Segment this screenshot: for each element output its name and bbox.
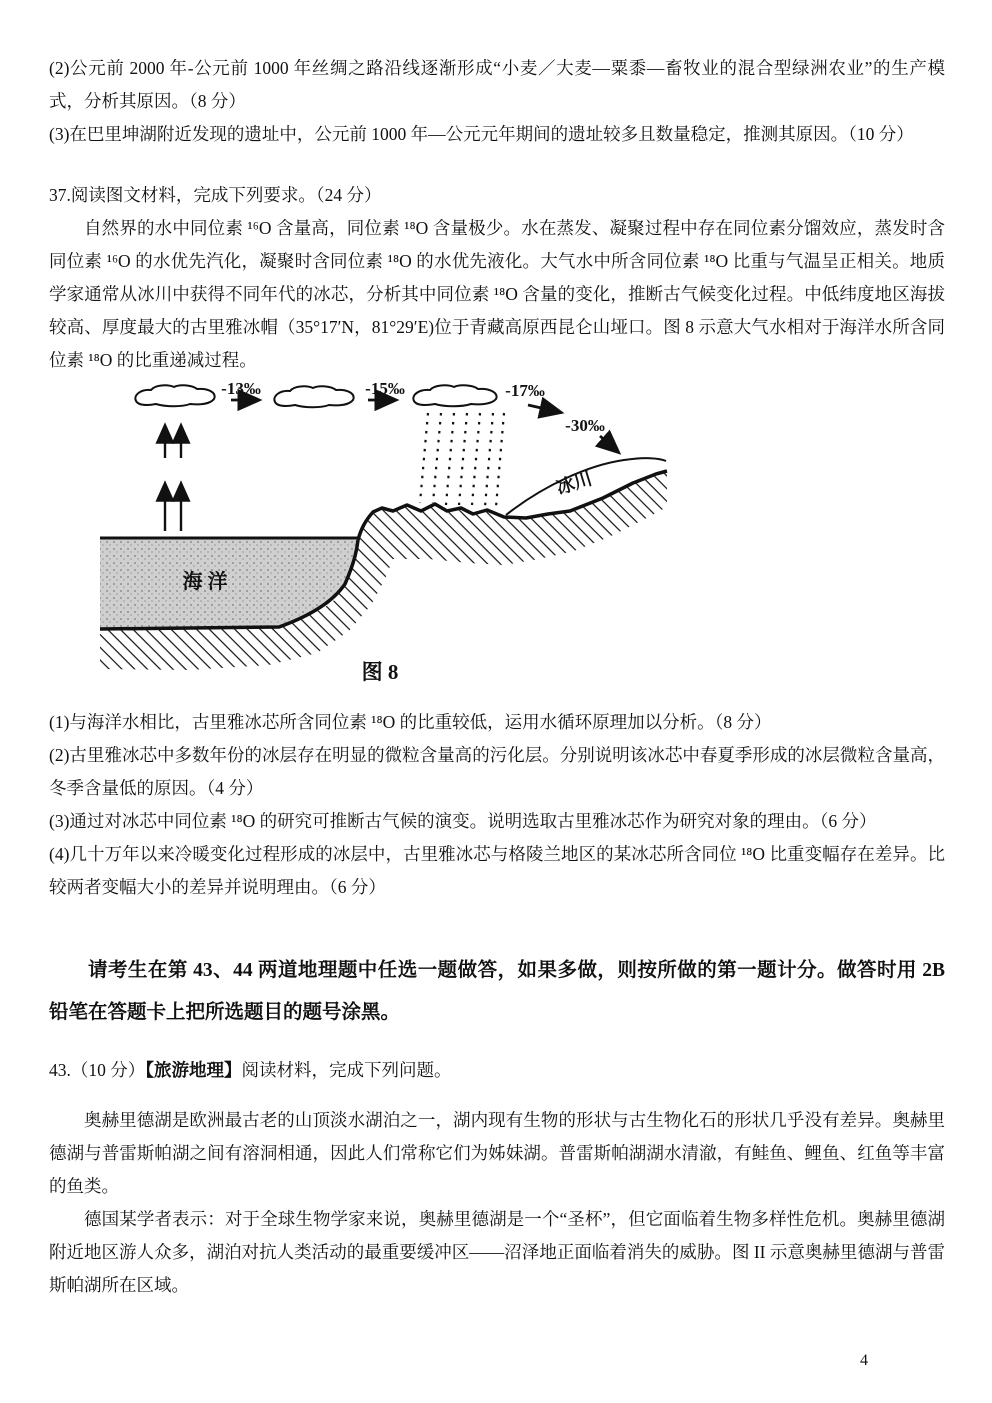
figure8-caption: 图 8 <box>361 660 399 684</box>
page-number: 4 <box>860 1352 868 1369</box>
q43-topic-tag: 【旅游地理】 <box>145 1059 242 1080</box>
q37-material: 自然界的水中同位素 ¹⁶O 含量高，同位素 ¹⁸O 含量极少。水在蒸发、凝聚过程中存在同位素分馏效应，蒸发时含同位素 ¹⁶O 的水优先汽化，凝聚时含同位素 ¹⁸O 的水优先液化。大气水中所含同位素 ¹⁸O 比重与气温呈正相关。地质学家通常从冰川中获得不同年代的冰芯，分析其中同位素 ¹⁸O 含量的变化，推断古气候变化过程。中低纬度地区海拔较高、厚度最大的古里雅冰帽（35°17′N，81°29′E)位于青藏高原西昆仑山垭口。图 8 示意大气水相对于海洋水所含同位素 ¹⁸O 的比重递减过程。 <box>49 218 945 370</box>
q37-item-4: (4)几十万年以来冷暖变化过程形成的冰层中，古里雅冰芯与格陵兰地区的某冰芯所含同位 ¹⁸O 比重变幅存在差异。比较两者变幅大小的差异并说明理由。（6 分） <box>49 844 945 897</box>
q37-item-2: (2)古里雅冰芯中多数年份的冰层存在明显的微粒含量高的污化层。分别说明该冰芯中春夏季形成的冰层微粒含量高，冬季含量低的原因。（4 分） <box>49 745 945 798</box>
q43-number: 43.（10 分） <box>49 1059 146 1080</box>
rate-label-13: -13‰ <box>221 379 261 398</box>
figure8-diagram <box>49 379 669 689</box>
rate-label-17: -17‰ <box>505 381 545 400</box>
rate-label-30: -30‰ <box>565 416 605 435</box>
q43-material-1: 奥赫里德湖是欧洲最古老的山顶淡水湖泊之一，湖内现有生物的形状与古生物化石的形状几乎没有差异。奥赫里德湖与普雷斯帕湖之间有溶洞相通，因此人们常称它们为姊妹湖。普雷斯帕湖湖水清澈，有鲑鱼、鲤鱼、红鱼等丰富的鱼类。 <box>49 1110 945 1196</box>
figure8 <box>49 379 689 694</box>
q36-item-3: (3)在巴里坤湖附近发现的遗址中，公元前 1000 年—公元元年期间的遗址较多且数量稳定，推测其原因。（10 分） <box>49 124 914 144</box>
q43-title: 阅读材料，完成下列问题。 <box>241 1059 452 1080</box>
q36-item-2: (2)公元前 2000 年-公元前 1000 年丝绸之路沿线逐渐形成“小麦／大麦—粟黍—畜牧业的混合型绿洲农业”的生产模式，分析其原因。（8 分） <box>49 58 945 111</box>
ocean-label: 海 洋 <box>182 571 228 593</box>
glacier-label: 冰川 <box>554 468 595 499</box>
q43-header <box>49 1054 945 1087</box>
transport-arrows-icon <box>231 400 617 451</box>
rain-icon <box>420 413 504 507</box>
q43-material-2: 德国某学者表示：对于全球生物学家来说，奥赫里德湖是一个“圣杯”，但它面临着生物多样性危机。奥赫里德湖附近地区游人众多，湖泊对抗人类活动的最重要缓冲区——沼泽地正面临着消失的威胁。图 II 示意奥赫里德湖与普雷斯帕湖所在区域。 <box>49 1209 945 1295</box>
q37-header: 37.阅读图文材料，完成下列要求。（24 分） <box>49 185 382 205</box>
q37-item-1: (1)与海洋水相比，古里雅冰芯所含同位素 ¹⁸O 的比重较低，运用水循环原理加以分析。（8 分） <box>49 712 772 732</box>
rate-label-15: -15‰ <box>365 379 405 398</box>
q37-item-3: (3)通过对冰芯中同位素 ¹⁸O 的研究可推断古气候的演变。说明选取古里雅冰芯作为研究对象的理由。（6 分） <box>49 811 877 831</box>
cloud-icon <box>135 385 496 407</box>
evaporation-arrows-icon <box>165 427 181 531</box>
选做题-notice: 请考生在第 43、44 两道地理题中任选一题做答，如果多做，则按所做的第一题计分。做答时用 2B 铅笔在答题卡上把所选题目的题号涂黑。 <box>49 960 945 1023</box>
